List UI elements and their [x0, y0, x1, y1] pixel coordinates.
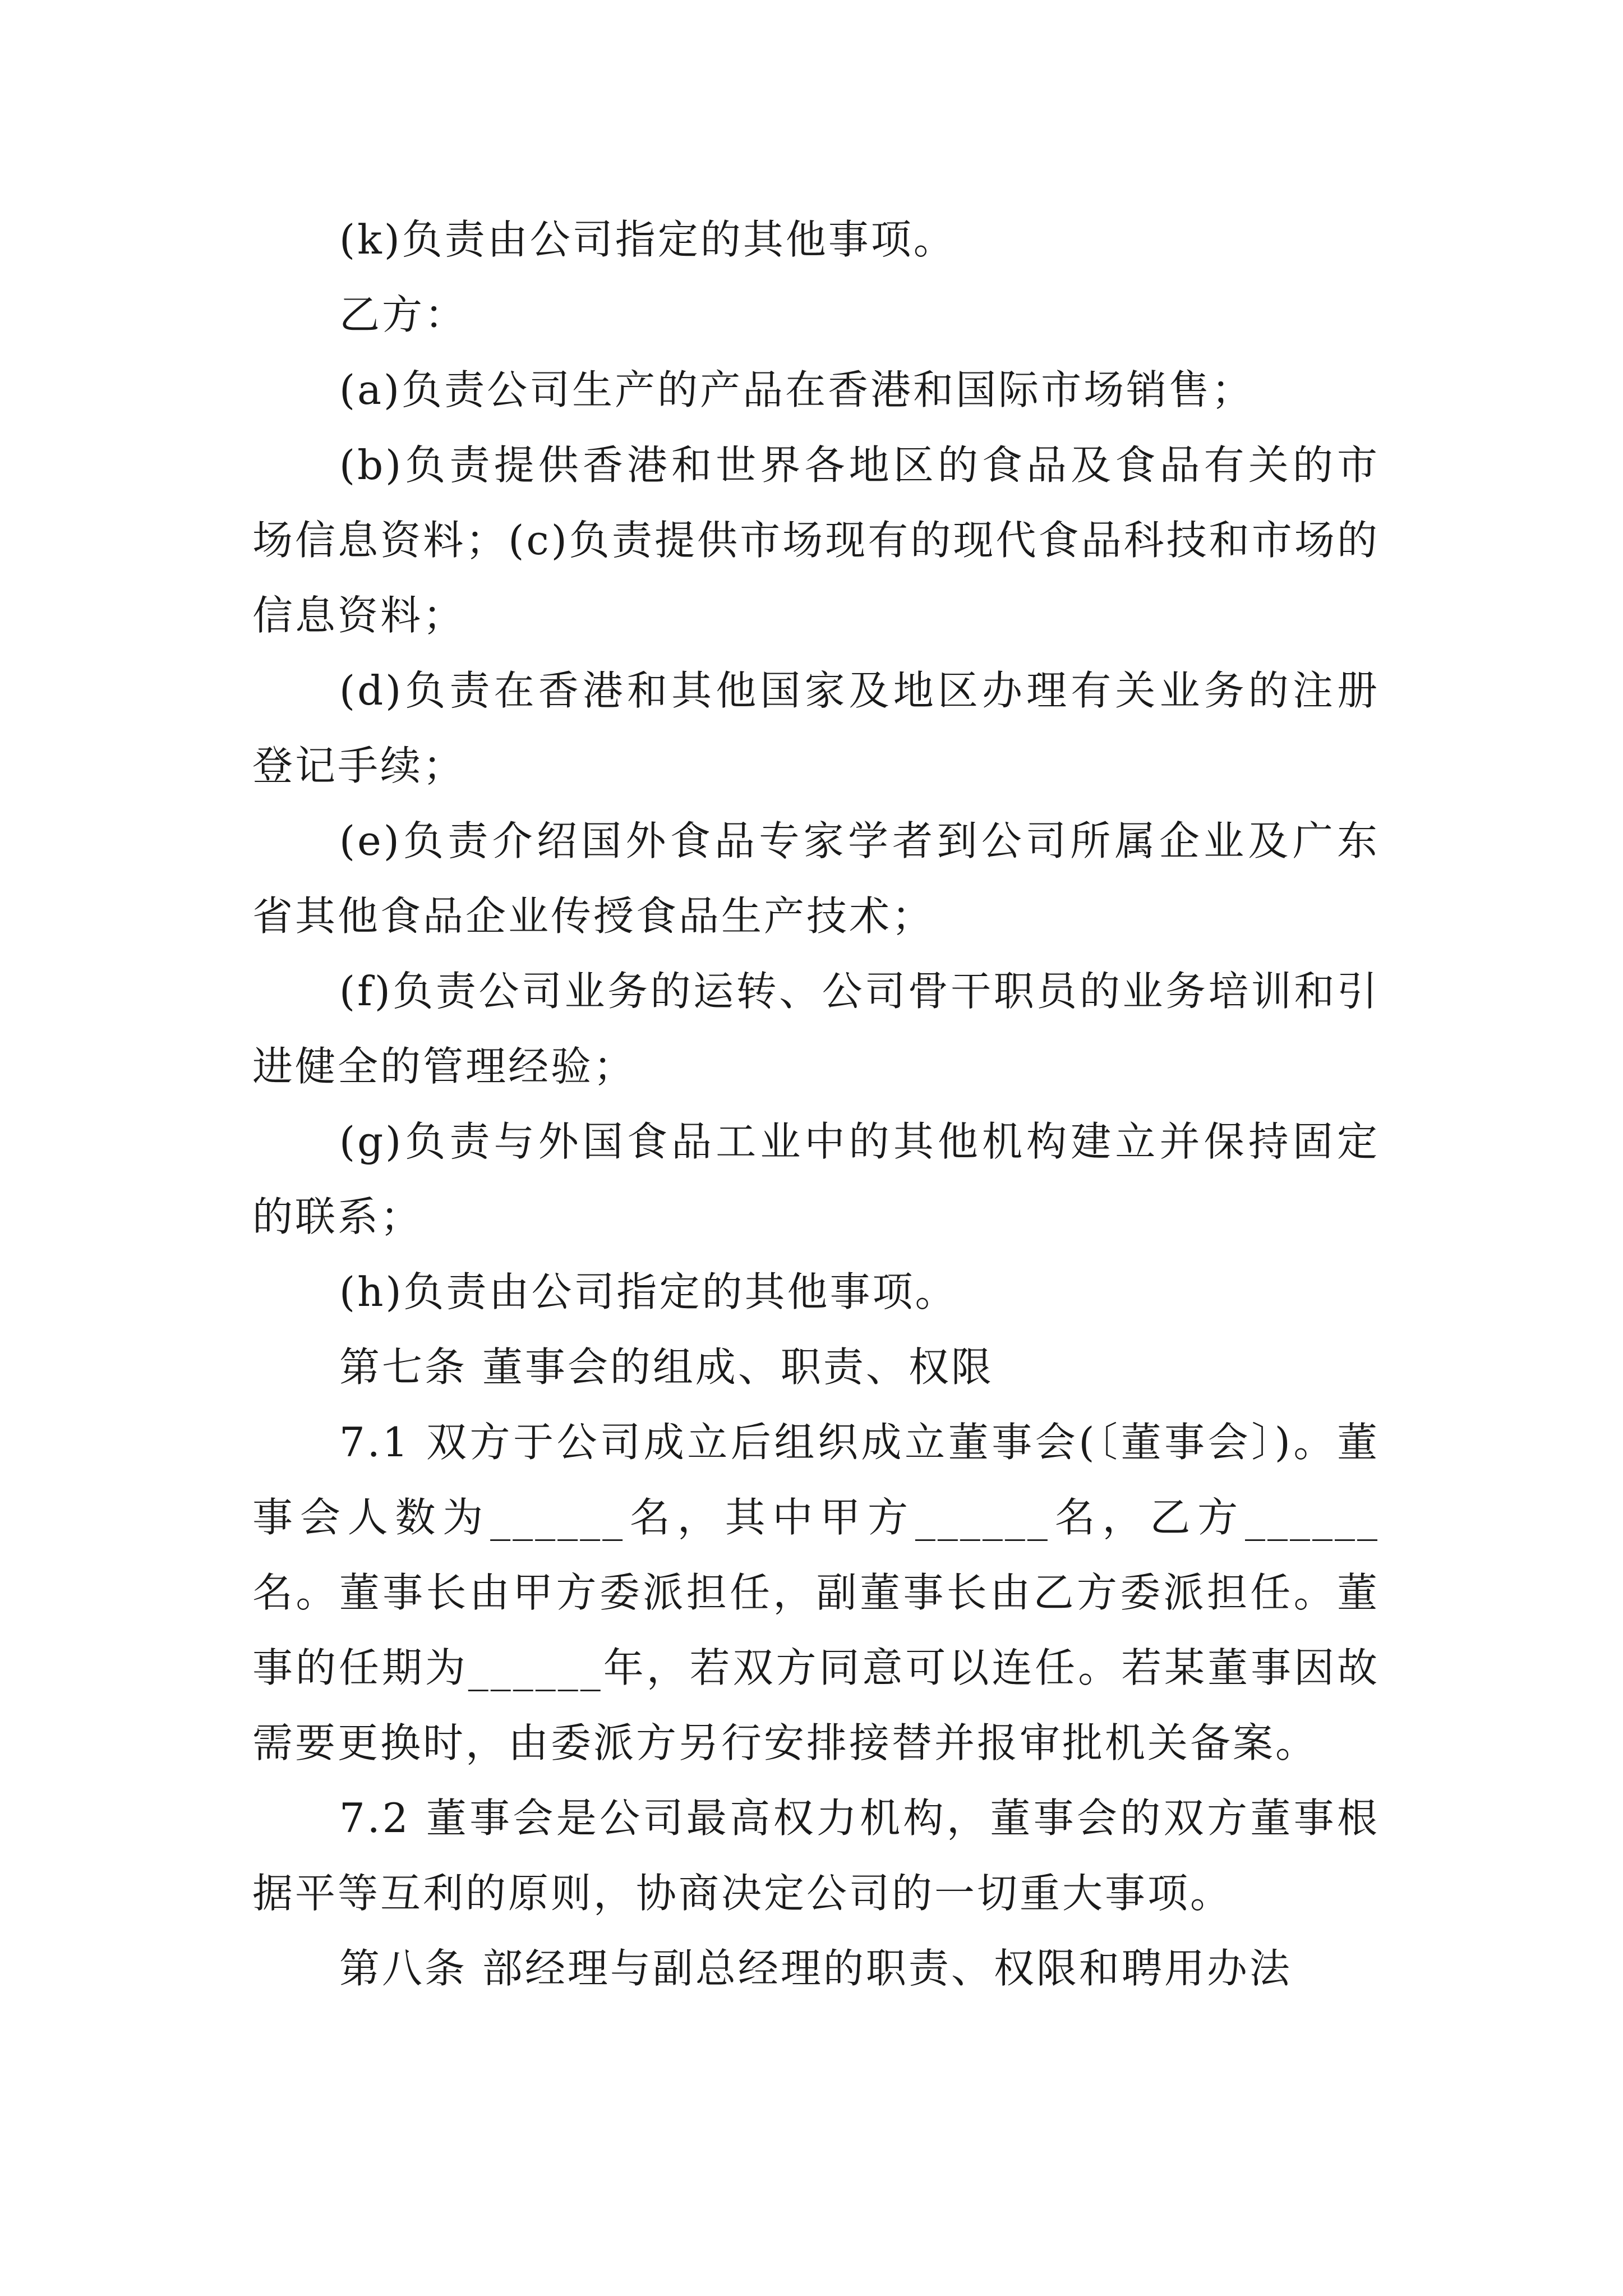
party-b-heading: 乙方： [339, 291, 468, 338]
document-body [252, 202, 1380, 2006]
clause-e: (e)负责介绍国外食品专家学者到公司所属企业及广东省其他食品企业传授食品生产技术； [252, 817, 1380, 940]
clause-h: (h)负责由公司指定的其他事项。 [339, 1268, 958, 1315]
section-7-2: 7.2 董事会是公司最高权力机构，董事会的双方董事根据平等互利的原则，协商决定公司的一切重大事项。 [252, 1795, 1380, 1917]
article-8-heading: 第八条 部经理与副总经理的职责、权限和聘用办法 [339, 1945, 1292, 1992]
clause-f: (f)负责公司业务的运转、公司骨干职员的业务培训和引进健全的管理经验； [252, 968, 1380, 1090]
clause-k: (k)负责由公司指定的其他事项。 [339, 216, 956, 263]
section-7-1: 7.1 双方于公司成立后组织成立董事会(〔董事会〕)。董事会人数为______名，其中甲方______名，乙方______名。董事长由甲方委派担任，副董事长由乙方委派担任。董事的任期为______年，若双方同意可以连任。若某董事因故需要更换时，由委派方另行安排接替并报审批机关备案。 [252, 1419, 1380, 1766]
clause-a: (a)负责公司生产的产品在香港和国际市场销售； [339, 366, 1255, 413]
clause-b-c: (b)负责提供香港和世界各地区的食品及食品有关的市场信息资料；(c)负责提供市场现有的现代食品科技和市场的信息资料； [252, 441, 1380, 639]
clause-d: (d)负责在香港和其他国家及地区办理有关业务的注册登记手续； [252, 667, 1380, 789]
clause-g: (g)负责与外国食品工业中的其他机构建立并保持固定的联系； [252, 1118, 1380, 1240]
article-7-heading: 第七条 董事会的组成、职责、权限 [339, 1343, 994, 1391]
